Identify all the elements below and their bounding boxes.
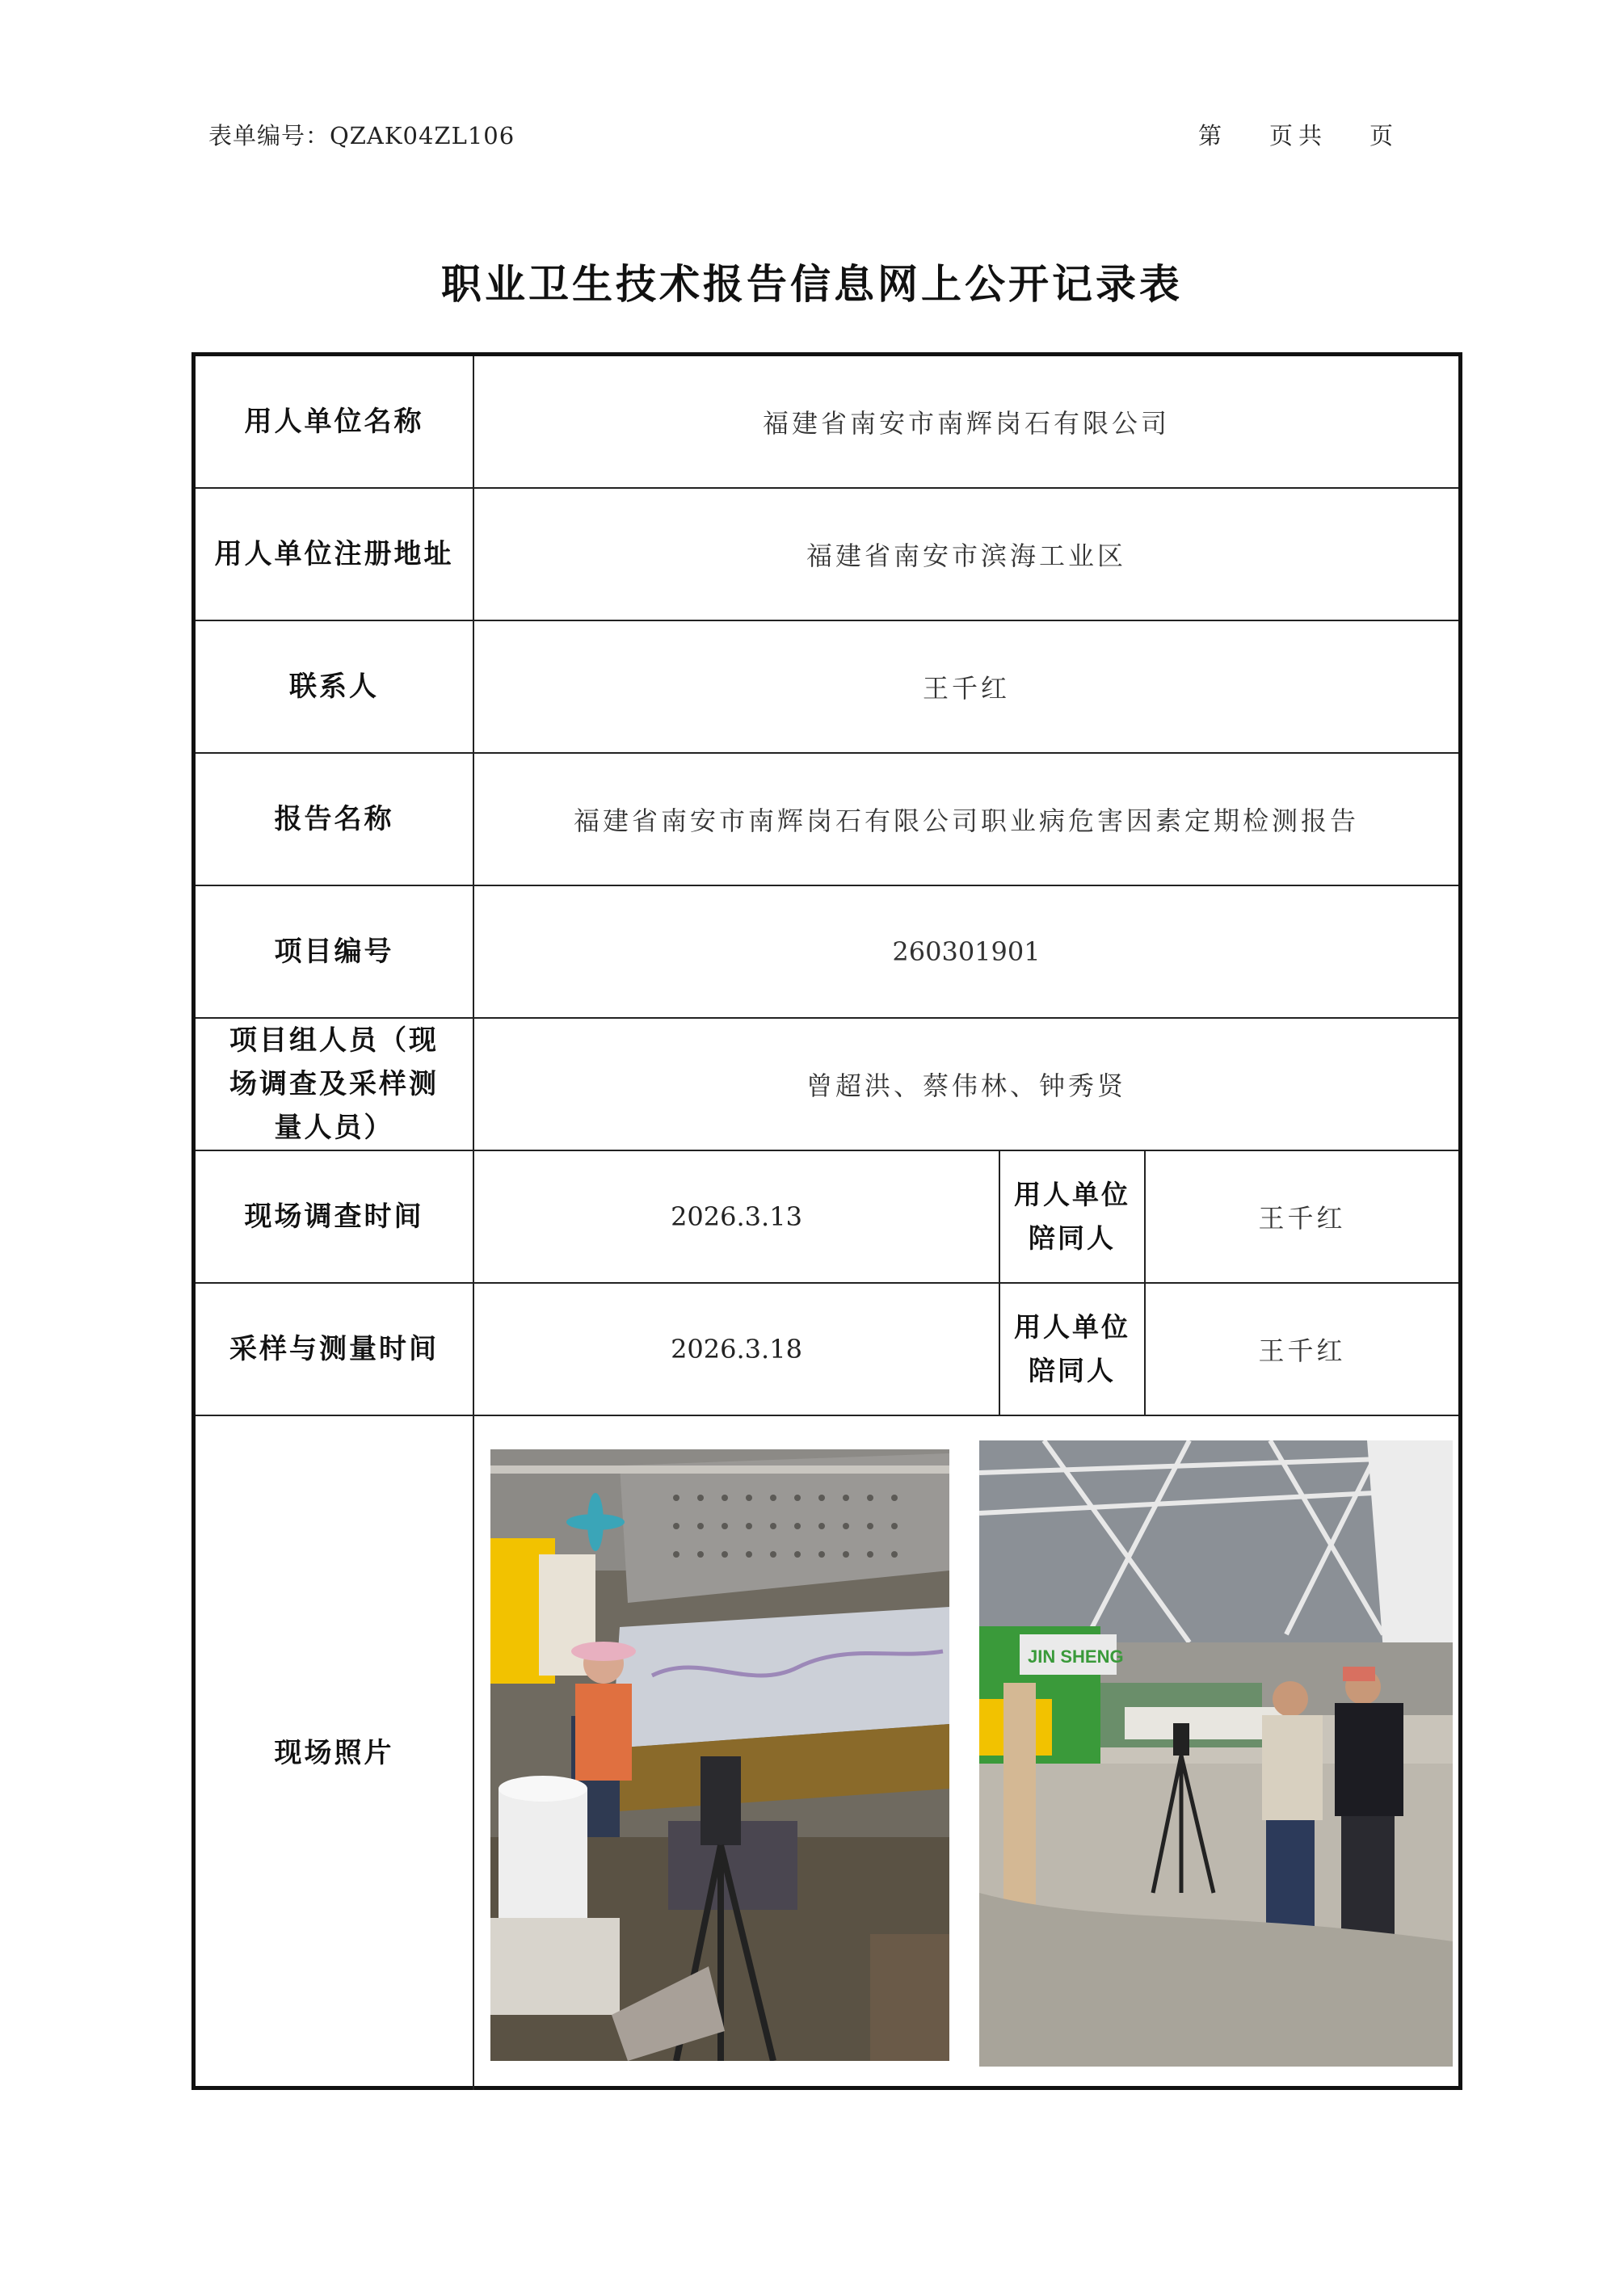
project-number-label: 项目编号	[196, 886, 474, 1017]
survey-escort-label: 用人单位陪同人	[1000, 1151, 1146, 1282]
row-contact	[196, 620, 1458, 752]
row-survey-time	[196, 1150, 1458, 1282]
machine-brand-text: JIN SHENG	[1028, 1646, 1124, 1667]
row-photos	[196, 1415, 1458, 2090]
row-sampling-time	[196, 1282, 1458, 1415]
row-report-name	[196, 752, 1458, 885]
registered-address-label: 用人单位注册地址	[196, 489, 474, 620]
row-project-number	[196, 885, 1458, 1017]
contact-value: 王千红	[922, 673, 1010, 704]
record-table	[191, 352, 1462, 2090]
page-ye-total: 页	[1369, 122, 1394, 149]
site-photo-workshop	[979, 1440, 1453, 2067]
employer-name-value: 福建省南安市南辉岗石有限公司	[762, 408, 1170, 439]
row-team-members	[196, 1017, 1458, 1150]
team-members-value: 曾超洪、蔡伟林、钟秀贤	[806, 1070, 1126, 1101]
site-photo-cutting-table-image	[490, 1449, 949, 2061]
document-title: 职业卫生技术报告信息网上公开记录表	[441, 261, 1183, 308]
row-registered-address	[196, 487, 1458, 620]
page-counter	[1198, 118, 1394, 151]
form-number: 表单编号：QZAK04ZL106	[208, 122, 515, 149]
site-photo-workshop-image	[979, 1440, 1453, 2067]
page-ye: 页	[1268, 122, 1294, 149]
employer-name-label: 用人单位名称	[196, 356, 474, 487]
sampling-time-label: 采样与测量时间	[196, 1284, 474, 1415]
survey-escort-value: 王千红	[1258, 1203, 1346, 1234]
report-name-value: 福建省南安市南辉岗石有限公司职业病危害因素定期检测报告	[573, 805, 1359, 836]
photos-label: 现场照片	[196, 1416, 474, 2090]
survey-time-label: 现场调查时间	[196, 1151, 474, 1282]
sampling-escort-value: 王千红	[1258, 1335, 1346, 1366]
report-name-label: 报告名称	[196, 754, 474, 885]
project-number-value: 260301901	[892, 936, 1041, 967]
survey-time-value: 2026.3.13	[474, 1151, 1000, 1282]
registered-address-value: 福建省南安市滨海工业区	[806, 540, 1126, 571]
page-gong: 共	[1298, 122, 1323, 149]
team-members-label: 项目组人员（现场调查及采样测量人员）	[196, 1019, 474, 1150]
row-employer-name	[196, 356, 1458, 487]
sampling-escort-label: 用人单位陪同人	[1000, 1284, 1146, 1415]
contact-label: 联系人	[196, 621, 474, 752]
page-di: 第	[1197, 122, 1222, 149]
site-photo-cutting-table	[490, 1449, 949, 2061]
sampling-time-value: 2026.3.18	[474, 1284, 1000, 1415]
